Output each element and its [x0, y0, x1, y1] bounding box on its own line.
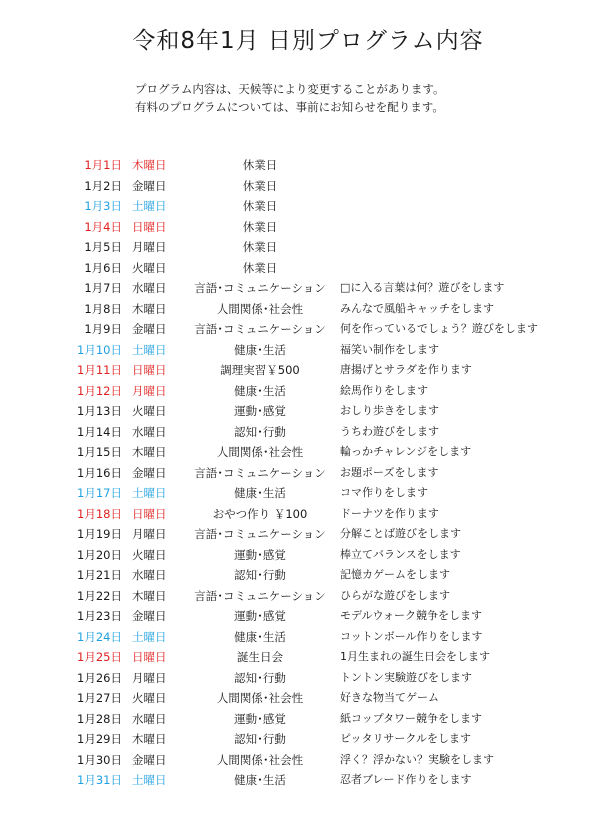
weekday-cell: 水曜日: [132, 424, 167, 439]
schedule-row: [0, 463, 616, 484]
weekday-cell: 金曜日: [132, 609, 167, 623]
note-line: 有料のプログラムについては、事前にお知らせを配ります。: [135, 100, 444, 114]
category-cell: 人間関係･社会性: [216, 445, 304, 459]
weekday-cell: 土曜日: [132, 342, 167, 357]
category-cell: 運動･感覚: [234, 711, 286, 726]
weekday-cell: 月曜日: [132, 670, 167, 685]
category-cell: 健康･生活: [234, 629, 286, 644]
schedule-row: [0, 586, 616, 607]
date-cell: 1月14日: [77, 424, 122, 439]
note-line: プログラム内容は、天候等により変更することがあります。: [135, 82, 445, 96]
weekday-cell: 月曜日: [132, 383, 167, 398]
weekday-cell: 火曜日: [132, 404, 167, 418]
category-cell: 健康･生活: [234, 773, 286, 787]
activity-cell: うちわ遊びをします: [340, 424, 439, 438]
category-cell: 言語･コミュニケーション: [194, 322, 326, 336]
schedule-row: [0, 176, 616, 197]
date-cell: 1月1日: [84, 158, 122, 172]
activity-cell: 忍者ブレード作りをします: [340, 773, 472, 786]
date-cell: 1月7日: [84, 281, 122, 295]
activity-cell: コットンボール作りをします: [340, 629, 483, 643]
date-cell: 1月10日: [77, 342, 122, 357]
schedule-row: [0, 196, 616, 217]
weekday-cell: 土曜日: [132, 773, 167, 787]
schedule-row: [0, 565, 616, 586]
category-cell: 言語･コミュニケーション: [194, 281, 326, 295]
weekday-cell: 金曜日: [132, 178, 167, 193]
schedule-row: [0, 770, 616, 791]
date-cell: 1月16日: [77, 465, 122, 480]
activity-cell: ドーナツを作ります: [340, 506, 439, 520]
schedule-row: [0, 729, 616, 750]
date-cell: 1月8日: [84, 301, 122, 316]
date-cell: 1月11日: [77, 363, 122, 377]
schedule-row: [0, 340, 616, 361]
category-cell: 認知･行動: [234, 424, 286, 439]
schedule-row: [0, 524, 616, 545]
schedule-row: [0, 647, 616, 668]
schedule-row: [0, 504, 616, 525]
date-cell: 1月19日: [77, 527, 122, 541]
category-cell: 人間関係･社会性: [216, 301, 304, 316]
schedule-row: [0, 237, 616, 258]
activity-cell: 棒立てバランスをします: [340, 547, 461, 561]
activity-cell: ピッタリサークルをします: [340, 732, 472, 745]
category-cell: 休業日: [242, 240, 278, 254]
date-cell: 1月21日: [77, 568, 122, 582]
activity-cell: 何を作っているでしょう？遊びをします: [340, 322, 538, 335]
schedule-row: [0, 155, 616, 176]
schedule-table: [0, 155, 616, 791]
category-cell: おやつ作り ￥100: [212, 506, 308, 521]
weekday-cell: 木曜日: [132, 445, 167, 459]
schedule-row: [0, 545, 616, 566]
category-cell: 休業日: [242, 260, 278, 275]
category-cell: 健康･生活: [234, 383, 286, 398]
weekday-cell: 土曜日: [132, 629, 167, 644]
activity-cell: 絵馬作りをします: [340, 383, 428, 397]
category-cell: 休業日: [242, 178, 278, 193]
date-cell: 1月18日: [77, 506, 122, 521]
category-cell: 認知･行動: [234, 732, 286, 746]
schedule-row: [0, 442, 616, 463]
schedule-row: [0, 606, 616, 627]
category-cell: 言語･コミュニケーション: [194, 527, 326, 541]
schedule-row: [0, 401, 616, 422]
activity-cell: 浮く？浮かない？実験をします: [340, 752, 494, 766]
date-cell: 1月3日: [84, 199, 122, 213]
category-cell: 人間関係･社会性: [216, 691, 304, 705]
activity-cell: 紙コップタワー競争をします: [340, 711, 483, 725]
date-cell: 1月9日: [84, 322, 122, 336]
activity-cell: 1月生まれの誕生日会をします: [340, 650, 490, 663]
schedule-row: [0, 627, 616, 648]
weekday-cell: 金曜日: [132, 465, 167, 480]
date-cell: 1月20日: [77, 547, 122, 562]
schedule-row: [0, 381, 616, 402]
weekday-cell: 木曜日: [132, 301, 167, 316]
date-cell: 1月30日: [77, 752, 122, 767]
activity-cell: 輪っかチャレンジをします: [340, 445, 472, 458]
weekday-cell: 日曜日: [132, 506, 167, 521]
schedule-row: [0, 483, 616, 504]
weekday-cell: 木曜日: [132, 732, 167, 746]
schedule-row: [0, 299, 616, 320]
date-cell: 1月26日: [77, 670, 122, 685]
activity-cell: 福笑い制作をします: [340, 342, 439, 356]
date-cell: 1月25日: [77, 650, 122, 664]
date-cell: 1月12日: [77, 383, 122, 398]
schedule-row: [0, 278, 616, 299]
date-cell: 1月29日: [77, 732, 122, 746]
schedule-row: [0, 422, 616, 443]
date-cell: 1月13日: [77, 404, 122, 418]
weekday-cell: 金曜日: [132, 752, 167, 767]
weekday-cell: 水曜日: [132, 281, 167, 295]
schedule-row: [0, 668, 616, 689]
date-cell: 1月27日: [77, 691, 122, 705]
weekday-cell: 土曜日: [132, 199, 167, 213]
category-cell: 休業日: [242, 219, 278, 234]
weekday-cell: 日曜日: [132, 650, 167, 664]
weekday-cell: 日曜日: [132, 219, 167, 234]
activity-cell: ひらがな遊びをします: [340, 588, 450, 602]
date-cell: 1月17日: [77, 486, 122, 500]
notes: [135, 80, 444, 116]
weekday-cell: 水曜日: [132, 568, 167, 582]
date-cell: 1月31日: [77, 773, 122, 787]
schedule-row: [0, 709, 616, 730]
weekday-cell: 日曜日: [132, 363, 167, 377]
weekday-cell: 火曜日: [132, 547, 167, 562]
weekday-cell: 木曜日: [132, 158, 167, 172]
date-cell: 1月28日: [77, 711, 122, 726]
activity-cell: 好きな物当てゲーム: [340, 691, 439, 704]
date-cell: 1月24日: [77, 629, 122, 644]
date-cell: 1月22日: [77, 588, 122, 603]
category-cell: 認知･行動: [234, 670, 286, 685]
category-cell: 言語･コミュニケーション: [194, 588, 326, 603]
weekday-cell: 火曜日: [132, 260, 167, 275]
category-cell: 休業日: [242, 199, 278, 213]
weekday-cell: 木曜日: [132, 588, 167, 603]
activity-cell: コマ作りをします: [340, 486, 428, 499]
schedule-row: [0, 217, 616, 238]
weekday-cell: 月曜日: [132, 240, 167, 254]
schedule-row: [0, 319, 616, 340]
category-cell: 健康･生活: [234, 342, 286, 357]
category-cell: 運動･感覚: [234, 547, 286, 562]
weekday-cell: 火曜日: [132, 691, 167, 705]
date-cell: 1月4日: [84, 219, 122, 234]
schedule-row: [0, 750, 616, 771]
activity-cell: トントン実験遊びをします: [340, 670, 472, 684]
schedule-row: [0, 258, 616, 279]
schedule-row: [0, 360, 616, 381]
activity-cell: お題ポーズをします: [340, 465, 439, 479]
category-cell: 誕生日会: [237, 650, 283, 664]
schedule-row: [0, 688, 616, 709]
category-cell: 休業日: [242, 158, 278, 172]
activity-cell: モデルウォーク競争をします: [340, 609, 483, 622]
date-cell: 1月23日: [77, 609, 122, 623]
activity-cell: みんなで風船キャッチをします: [340, 301, 494, 315]
activity-cell: 分解ことば遊びをします: [340, 527, 461, 540]
date-cell: 1月15日: [77, 445, 122, 459]
weekday-cell: 水曜日: [132, 711, 167, 726]
activity-cell: おしり歩きをします: [340, 404, 439, 417]
weekday-cell: 金曜日: [132, 322, 167, 336]
category-cell: 運動･感覚: [234, 404, 286, 418]
activity-cell: □に入る言葉は何？遊びをします: [340, 281, 505, 294]
weekday-cell: 月曜日: [132, 527, 167, 541]
category-cell: 人間関係･社会性: [216, 752, 304, 767]
page-title: 令和8年1月 日別プログラム内容: [132, 28, 484, 54]
category-cell: 調理実習￥500: [220, 363, 300, 377]
category-cell: 言語･コミュニケーション: [194, 465, 326, 480]
category-cell: 健康･生活: [234, 486, 286, 500]
activity-cell: 記憶カゲームをします: [340, 568, 450, 581]
category-cell: 運動･感覚: [234, 609, 286, 623]
date-cell: 1月5日: [84, 240, 122, 254]
weekday-cell: 土曜日: [132, 486, 167, 500]
date-cell: 1月2日: [84, 178, 122, 193]
activity-cell: 唐揚げとサラダを作ります: [340, 363, 472, 376]
category-cell: 認知･行動: [234, 568, 286, 582]
date-cell: 1月6日: [84, 260, 122, 275]
